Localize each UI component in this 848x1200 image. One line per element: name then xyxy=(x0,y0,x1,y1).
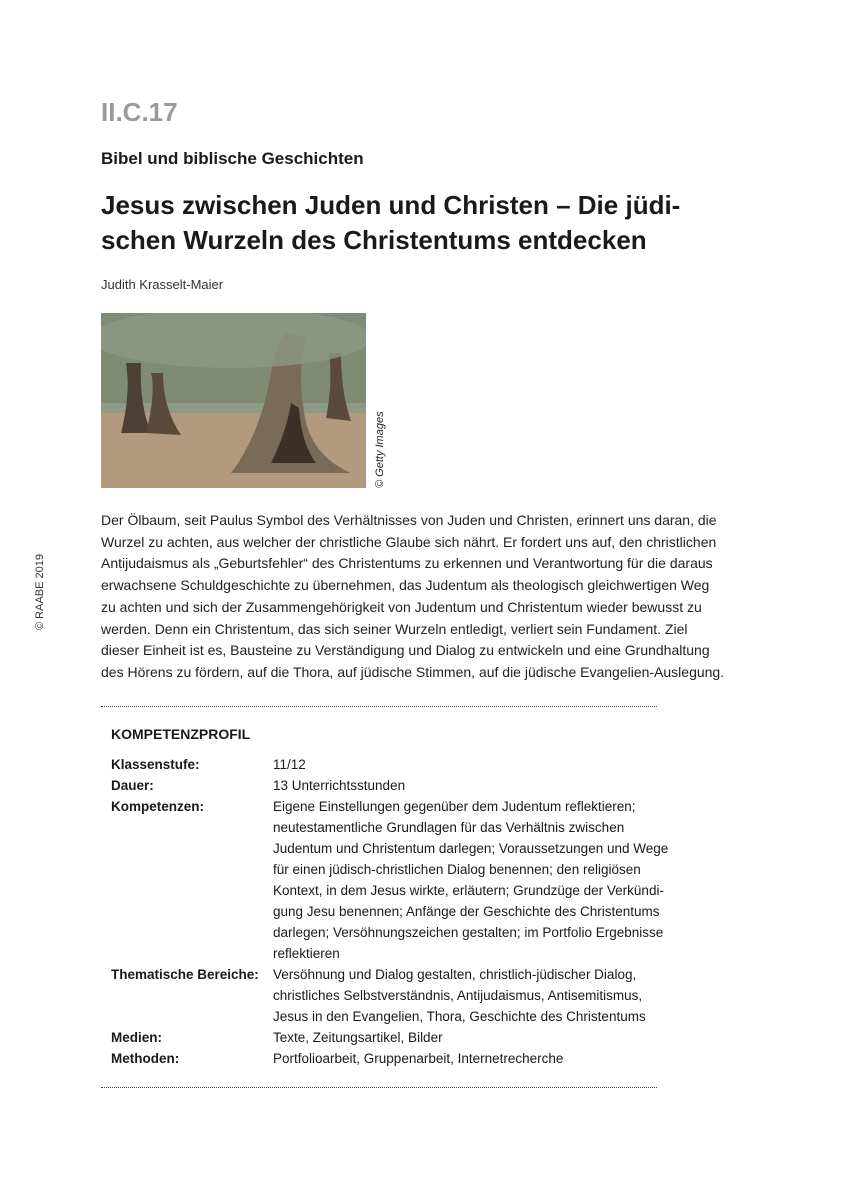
profile-label: Thematische Bereiche: xyxy=(111,966,259,982)
photo-figure xyxy=(101,313,386,488)
profile-row xyxy=(111,775,826,796)
page-title xyxy=(101,188,826,258)
intro-paragraph xyxy=(101,510,826,684)
profile-value xyxy=(273,1027,443,1048)
unit-code: II.C.17 xyxy=(101,97,178,127)
intro-line: des Hörens zu fördern, auf die Thora, auf jüdische Stimmen, auf die jüdische Evangelien-Auslegung. xyxy=(101,663,725,680)
profile-value-line: 11/12 xyxy=(273,756,306,772)
profile-label: Methoden: xyxy=(111,1050,180,1066)
profile-value-line: Kontext, in dem Jesus wirkte, erläutern; Grundzüge der Verkündi- xyxy=(273,882,664,898)
profile-value-line: Portfolioarbeit, Gruppenarbeit, Internetrecherche xyxy=(273,1050,564,1066)
divider xyxy=(101,706,657,707)
series-subtitle: Bibel und biblische Geschichten xyxy=(101,149,364,168)
profile-value xyxy=(273,1048,563,1069)
profile-row xyxy=(111,796,826,964)
profile-value-line: gung Jesu benennen; Anfänge der Geschichte des Christentums xyxy=(273,903,660,919)
profile-value-line: Jesus in den Evangelien, Thora, Geschichte des Christentums xyxy=(273,1008,646,1024)
profile-value-line: darlegen; Versöhnungszeichen gestalten; im Portfolio Ergebnisse xyxy=(273,924,664,940)
profile-value xyxy=(273,775,405,796)
intro-line: werden. Denn ein Christentum, das sich seiner Wurzeln entledigt, verliert sein Fundament. Ziel xyxy=(101,620,688,637)
profile-value-line: reflektieren xyxy=(273,945,340,961)
profile-value-line: 13 Unterrichtsstunden xyxy=(273,777,406,793)
profile-value-line: Texte, Zeitungsartikel, Bilder xyxy=(273,1029,443,1045)
profile-row xyxy=(111,1048,826,1069)
profile-label: Dauer: xyxy=(111,777,154,793)
profile-row xyxy=(111,1027,826,1048)
competence-profile xyxy=(111,754,826,1069)
author: Judith Krasselt-Maier xyxy=(101,277,224,292)
title-line: Jesus zwischen Juden und Christen – Die jüdi- xyxy=(101,190,681,220)
profile-value-line: Judentum und Christentum darlegen; Voraussetzungen und Wege xyxy=(273,840,669,856)
intro-line: zu achten und sich der Zusammengehörigkeit von Judentum und Christentum wieder bewusst zu xyxy=(101,598,702,615)
intro-line: Antijudaismus als „Geburtsfehler“ des Christentums zu erkennen und Verantwortung für die daraus xyxy=(101,555,713,572)
profile-value-line: für einen jüdisch-christlichen Dialog benennen; den religiösen xyxy=(273,861,641,877)
profile-label: Klassenstufe: xyxy=(111,756,200,772)
divider xyxy=(101,1087,657,1088)
intro-line: erwachsene Schuldgeschichte zu übernehmen, das Judentum als theologisch gleichwertigen Weg xyxy=(101,577,710,594)
profile-value-line: neutestamentliche Grundlagen für das Verhältnis zwischen xyxy=(273,819,625,835)
profile-row xyxy=(111,964,826,1027)
profile-heading: KOMPETENZPROFIL xyxy=(111,725,251,742)
intro-line: Wurzel zu achten, aus welcher der christliche Glaube sich nährt. Er fordert uns auf, den christlichen xyxy=(101,533,717,550)
intro-line: Der Ölbaum, seit Paulus Symbol des Verhältnisses von Juden und Christen, erinnert uns daran, die xyxy=(101,512,717,528)
profile-label: Medien: xyxy=(111,1029,163,1045)
profile-label: Kompetenzen: xyxy=(111,798,205,814)
title-line: schen Wurzeln des Christentums entdecken xyxy=(101,225,647,255)
profile-row xyxy=(111,754,826,775)
image-credit: © Getty Images xyxy=(374,411,386,488)
profile-value-line: Eigene Einstellungen gegenüber dem Judentum reflektieren; xyxy=(273,798,636,814)
profile-value xyxy=(273,754,306,775)
page xyxy=(101,0,826,1148)
side-copyright: © RAABE 2019 xyxy=(34,554,46,630)
profile-value-line: christliches Selbstverständnis, Antijudaismus, Antisemitismus, xyxy=(273,987,643,1003)
olive-tree-photo xyxy=(101,313,366,488)
intro-line: dieser Einheit ist es, Bausteine zu Verständigung und Dialog zu entwickeln und eine Grundhaltung xyxy=(101,642,710,659)
profile-value-line: Versöhnung und Dialog gestalten, christlich-jüdischer Dialog, xyxy=(273,966,637,982)
profile-value xyxy=(273,796,668,964)
profile-value xyxy=(273,964,646,1027)
